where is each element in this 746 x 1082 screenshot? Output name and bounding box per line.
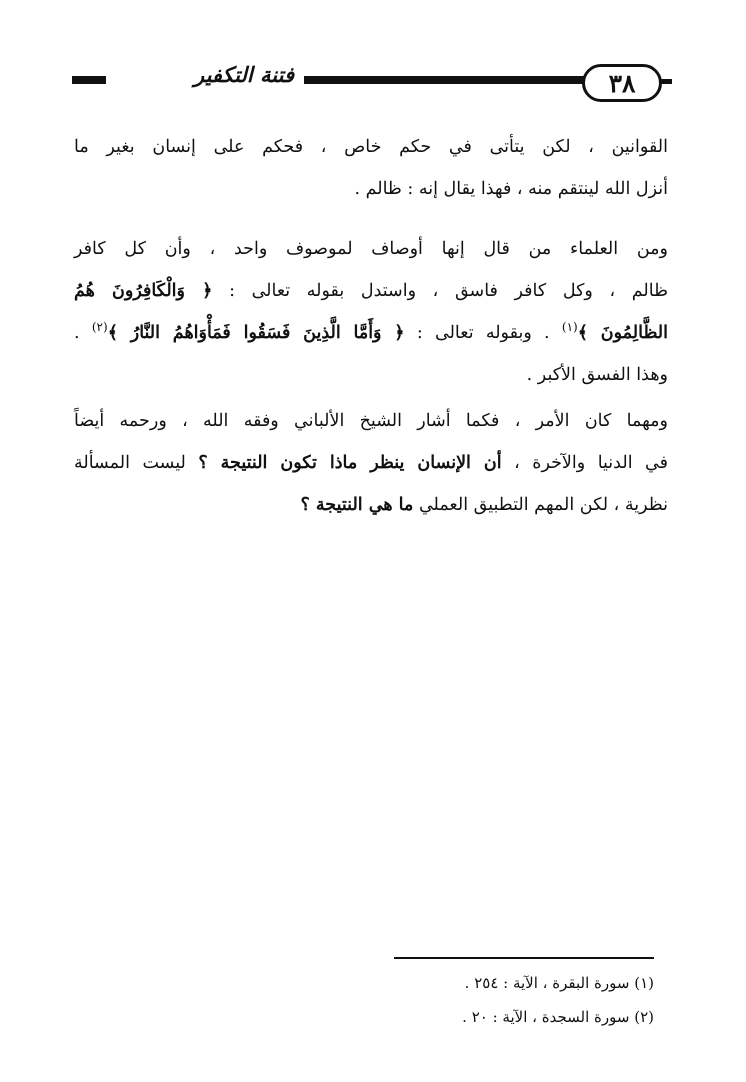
header-rule-long xyxy=(304,76,586,84)
footnote-2: (٢) سورة السجدة ، الآية : ٢٠ . xyxy=(462,1008,654,1026)
paragraph-3-line-3-text: نظرية ، لكن المهم التطبيق العملي xyxy=(418,495,668,515)
book-title: فتنة التكفير xyxy=(194,62,294,87)
paragraph-1-line-2: أنزل الله لينتقم منه ، فهذا يقال إنه : ظالم . xyxy=(354,179,668,199)
paragraph-2-line-1: ومن العلماء من قال إنها أوصاف لموصوف واحد ، وأن كل كافر xyxy=(74,239,668,259)
footnote-separator xyxy=(394,957,654,959)
footnotes xyxy=(324,966,654,1034)
paragraph-3-line-3 xyxy=(74,484,668,526)
paragraph-2-line-2-text: ظالم ، وكل كافر فاسق ، واستدل بقوله تعالى : xyxy=(229,281,669,301)
quran-verse-1-part-2: الظَّالِمُونَ ﴾ xyxy=(577,323,668,343)
footnote-ref-1: (١) xyxy=(561,320,578,335)
paragraph-3-line-2-text: في الدنيا والآخرة ، xyxy=(514,453,668,473)
paragraph-2 xyxy=(74,228,668,396)
quran-verse-1-part-1: ﴿ وَالْكَافِرُونَ هُمُ xyxy=(74,281,213,301)
quran-verse-2: ﴿ وَأَمَّا الَّذِينَ فَسَقُوا فَمَأْوَاهُمُ النَّارُ ﴾ xyxy=(107,323,405,343)
running-header xyxy=(60,62,672,102)
paragraph-2-line-3 xyxy=(74,312,668,354)
paragraph-2-line-3-text: . وبقوله تعالى : xyxy=(416,323,550,343)
footnote-ref-2: (٢) xyxy=(91,320,108,335)
paragraph-2-line-2 xyxy=(74,270,668,312)
paragraph-1 xyxy=(74,126,668,210)
paragraph-3-emphasis-1: أن الإنسان ينظر ماذا تكون النتيجة ؟ xyxy=(198,453,502,473)
header-rule-short xyxy=(72,76,106,84)
paragraph-3-line-1: ومهما كان الأمر ، فكما أشار الشيخ الألباني وفقه الله ، ورحمه أيضاً xyxy=(74,411,668,431)
footnote-1: (١) سورة البقرة ، الآية : ٢٥٤ . xyxy=(464,974,654,992)
paragraph-2-line-4: وهذا الفسق الأكبر . xyxy=(526,365,668,385)
paragraph-1-line-1: القوانين ، لكن يتأتى في حكم خاص ، فحكم على إنسان بغير ما xyxy=(74,137,668,157)
paragraph-3-line-2 xyxy=(74,442,668,484)
page-number: ٣٨ xyxy=(582,64,662,102)
paragraph-3 xyxy=(74,400,668,526)
paragraph-2-line-3-end: . xyxy=(74,323,80,343)
paragraph-3-emphasis-2: ما هي النتيجة ؟ xyxy=(300,495,414,515)
paragraph-3-line-2-end: ليست المسألة xyxy=(74,453,186,473)
